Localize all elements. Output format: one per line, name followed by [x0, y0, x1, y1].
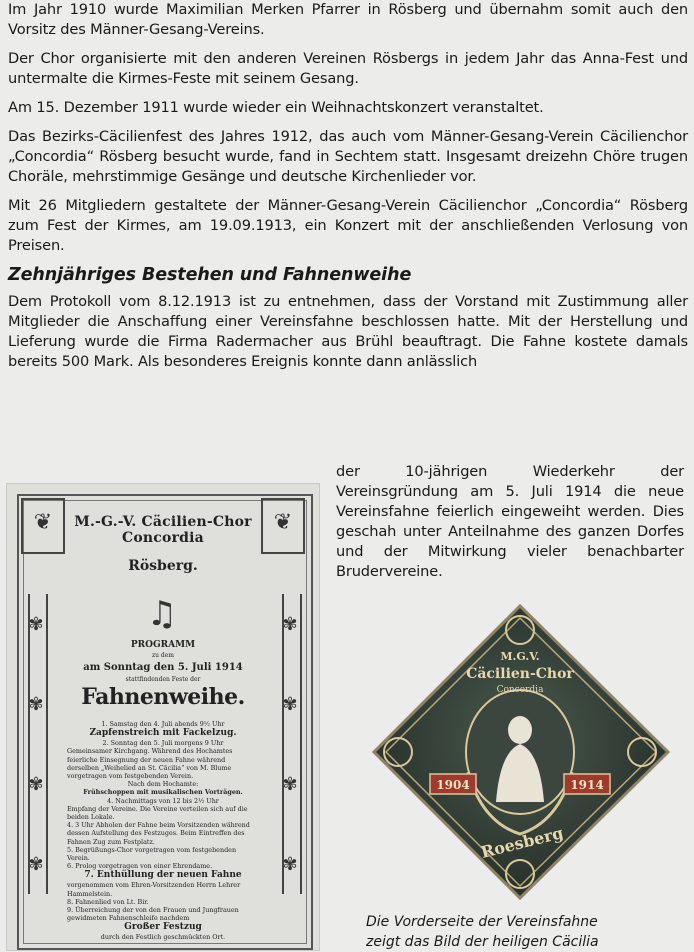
- flag-graphic: [372, 602, 672, 902]
- paragraph-5: Mit 26 Mitgliedern gestaltete der Männer-Gesang-Verein Cäcilienchor „Concordia“ Rösberg zum Fest der Kirmes, am 19.09.1913, ein Konzert mit der anschließenden Verlosung von Preisen.: [8, 197, 688, 254]
- poster-date: am Sonntag den 5. Juli 1914: [83, 662, 243, 673]
- poster-club-name: M.-G.-V. Cäcilien-Chor Concordia: [74, 514, 252, 546]
- pillar-ornament-left: ✾ ✾ ✾ ✾: [23, 594, 49, 894]
- poster-item: 4. Nachmittags von 12 bis 2½ Uhr: [107, 796, 219, 805]
- poster-item: 1. Samstag den 4. Juli abends 9½ Uhr: [101, 720, 225, 728]
- ornament-icon: [21, 498, 65, 554]
- paragraph-1: Im Jahr 1910 wurde Maximilian Merken Pfarrer in Rösberg und übernahm somit auch den Vorsitz des Männer-Gesang-Vereins.: [8, 1, 688, 38]
- program-poster-image: [6, 483, 320, 951]
- poster-item: Zapfenstreich mit Fackelzug.: [89, 728, 237, 739]
- poster-item: 8. Fahnenlied von Lt. Bir.: [67, 897, 149, 906]
- poster-programm: PROGRAMM: [130, 640, 196, 650]
- caption-line-2: zeigt das Bild der heiligen Cäcilia: [366, 934, 599, 950]
- poster-stattfindenden: stattfindenden Feste der: [125, 676, 201, 683]
- saint-figure: [508, 716, 532, 744]
- lyre-icon: ♫: [146, 594, 178, 634]
- poster-program-items: [67, 720, 259, 942]
- pillar-ornament-right: ✾ ✾ ✾ ✾: [277, 594, 303, 894]
- flag-caption: [366, 912, 666, 952]
- flag-year-left: 1904: [436, 778, 470, 792]
- flag-year-right: 1914: [570, 778, 604, 792]
- poster-title: Fahnenweihe.: [81, 684, 245, 710]
- poster-item: Frühschoppen mit musikalischen Vorträgen.: [83, 788, 243, 797]
- poster-item: 4. 3 Uhr Abholen der Fahne beim Vorsitzenden während dessen Aufstellung des Festzuges. Beim Eintreffen des Fahnen Zug zum Festplatz.: [67, 821, 250, 846]
- poster-item: 6. Prolog vorgetragen von einer Ehrendame.: [67, 862, 213, 871]
- poster-item: Großer Festzug: [124, 922, 202, 933]
- paragraph-2: Der Chor organisierte mit den anderen Vereinen Rösbergs in jedem Jahr das Anna-Fest und untermalte die Kirmes-Feste mit seinem Gesang.: [8, 50, 688, 87]
- ornament-icon: [261, 498, 305, 554]
- poster-item: Empfang der Vereine. Die Vereine verteilen sich auf die beiden Lokale.: [67, 804, 248, 822]
- poster-item: 2. Sonntag den 5. Juli morgens 9 Uhr: [102, 739, 224, 748]
- poster-item: 7. Enthüllung der neuen Fahne: [84, 870, 242, 881]
- section-paragraph-1: Dem Protokoll vom 8.12.1913 ist zu entnehmen, dass der Vorstand mit Zustimmung aller Mitglieder die Anschaffung einer Vereinsfahne beschlossen hatte. Mit der Herstellung und Lieferung wurde die Firma Radermacher aus Brühl beauftragt. Die Fahne kostete damals bereits 500 Mark. Als besonderes Ereignis konnte dann anlässlich: [8, 293, 688, 370]
- paragraph-4: Das Bezirks-Cäcilienfest des Jahres 1912, das auch vom Männer-Gesang-Verein Cäcilienchor „Concordia“ Rösberg besucht wurde, fand in Sechtem statt. Insgesamt dreizehn Chöre trugen Choräle, mehrstimmige Gesänge und deutsche Kirchenlieder vor.: [8, 128, 688, 185]
- poster-item: Nach dem Hochamte:: [127, 780, 199, 789]
- section-heading: Zehnjähriges Bestehen und Fahnenweihe: [8, 265, 412, 285]
- flag-image: [372, 602, 672, 902]
- poster-item: 5. Begrüßungs-Chor vorgetragen vom festgebenden Verein.: [67, 845, 237, 863]
- poster-item: 9. Überreichung der von den Frauen und Jungfrauen gewidmeten Fahnenschleife nachdem: [67, 906, 239, 923]
- document-page: [8, 0, 688, 372]
- paragraph-3: Am 15. Dezember 1911 wurde wieder ein Weihnachtskonzert veranstaltet.: [8, 99, 544, 116]
- poster-zu-dem: zu dem: [151, 652, 174, 659]
- caption-line-1: Die Vorderseite der Vereinsfahne: [366, 914, 598, 930]
- flag-top-text: M.G.V.: [500, 650, 540, 663]
- wrapped-text-column: [336, 462, 684, 582]
- section-paragraph-2: der 10-jährigen Wiederkehr der Vereinsgründung am 5. Juli 1914 die neue Vereinsfahne feierlich eingeweiht werden. Dies geschah unter Anteilnahme des ganzen Dorfes und der Mitwirkung vieler benachbarter Brudervereine.: [336, 463, 684, 580]
- poster-item: durch den Festlich geschmückten Ort.: [100, 933, 226, 942]
- flag-arc-text: Cäcilien-Chor: [466, 666, 574, 682]
- poster-item: Gemeinsamer Kirchgang. Während des Hochamtes feierliche Einsegnung der neuen Fahne während derselben „Weihelied an St. Cäcilia“ von M. Blume vorgetragen vom festgebenden Verein.: [67, 747, 233, 781]
- poster-place: Rösberg.: [128, 558, 198, 574]
- flag-bottom-text: Roesberg: [479, 823, 566, 862]
- poster-item: vorgenommen vom Ehren-Vorsitzenden Herrn Lehrer Hammelstein.: [67, 881, 241, 898]
- flag-sub-text: Concordia: [496, 685, 544, 695]
